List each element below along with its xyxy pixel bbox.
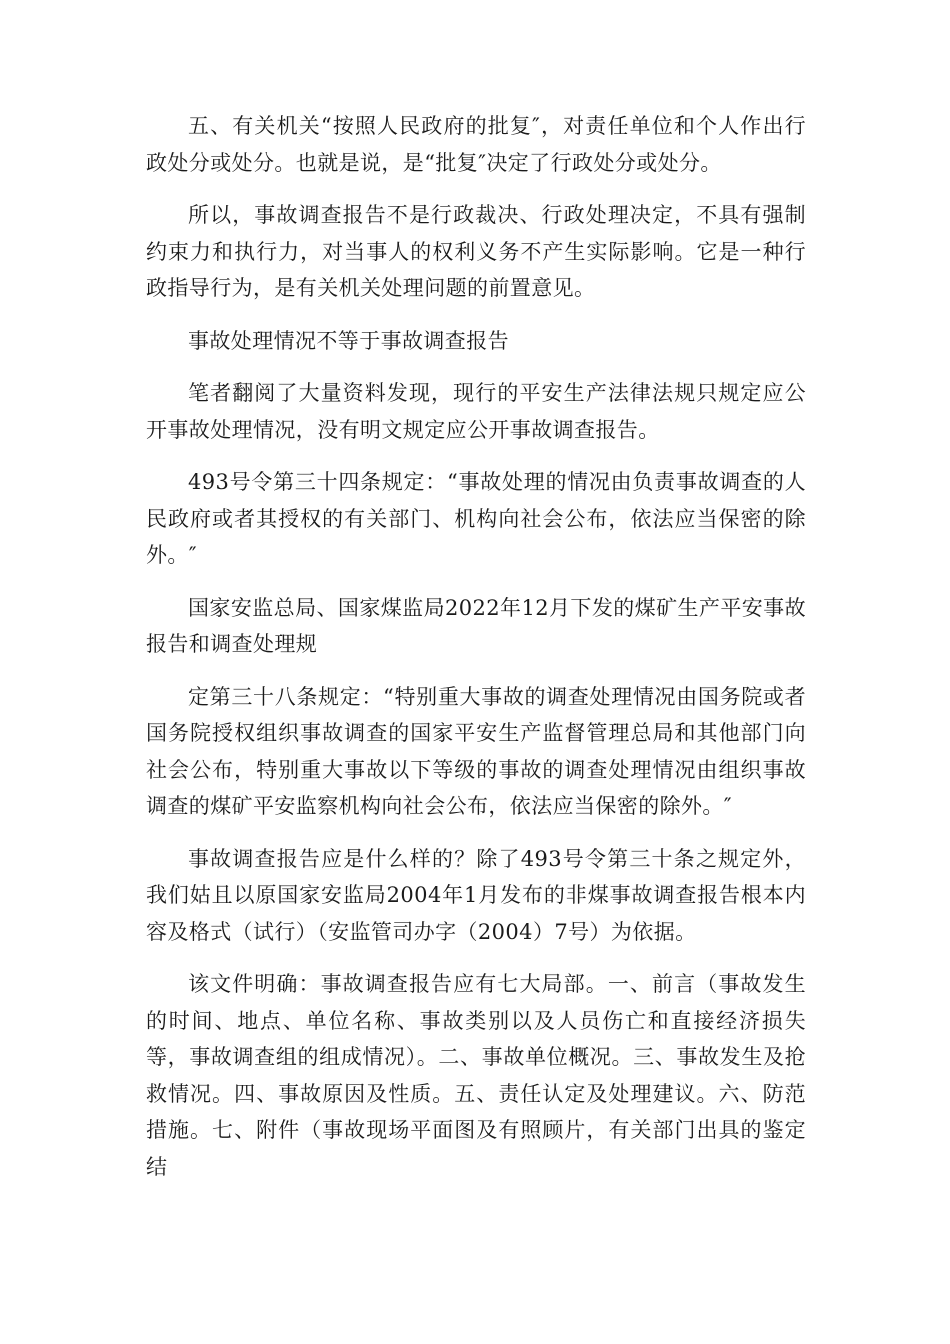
- paragraph: 493号令第三十四条规定：“事故处理的情况由负责事故调查的人民政府或者其授权的有关部门、机构向社会公布，依法应当保密的除外。″: [146, 470, 806, 567]
- paragraph: 事故调查报告应是什么样的？除了493号令第三十条之规定外，我们姑且以原国家安监局2004年1月发布的非煤事故调查报告根本内容及格式（试行）（安监管司办字（2004）7号）为依据。: [146, 846, 806, 944]
- paragraph: 五、有关机关“按照人民政府的批复″，对责任单位和个人作出行政处分或处分。也就是说，是“批复″决定了行政处分或处分。: [146, 114, 806, 175]
- document-body: [146, 108, 806, 1201]
- paragraph: 该文件明确：事故调查报告应有七大局部。一、前言（事故发生的时间、地点、单位名称、事故类别以及人员伤亡和直接经济损失等，事故调查组的组成情况）。二、事故单位概况。三、事故发生及抢救情况。四、事故原因及性质。五、责任认定及处理建议。六、防范措施。七、附件（事故现场平面图及有照顾片，有关部门出具的鉴定结: [146, 972, 806, 1179]
- paragraph: 定第三十八条规定：“特别重大事故的调查处理情况由国务院或者国务院授权组织事故调查的国家平安生产监督管理总局和其他部门向社会公布，特别重大事故以下等级的事故的调查处理情况由组织事故调查的煤矿平安监察机构向社会公布，依法应当保密的除外。″: [146, 684, 806, 818]
- paragraph: 笔者翻阅了大量资料发现，现行的平安生产法律法规只规定应公开事故处理情况，没有明文规定应公开事故调查报告。: [146, 381, 806, 442]
- paragraph: 所以，事故调查报告不是行政裁决、行政处理决定，不具有强制约束力和执行力，对当事人的权利义务不产生实际影响。它是一种行政指导行为，是有关机关处理问题的前置意见。: [146, 203, 806, 300]
- section-heading: 事故处理情况不等于事故调查报告: [188, 328, 509, 353]
- paragraph: 国家安监总局、国家煤监局2022年12月下发的煤矿生产平安事故报告和调查处理规: [146, 595, 806, 656]
